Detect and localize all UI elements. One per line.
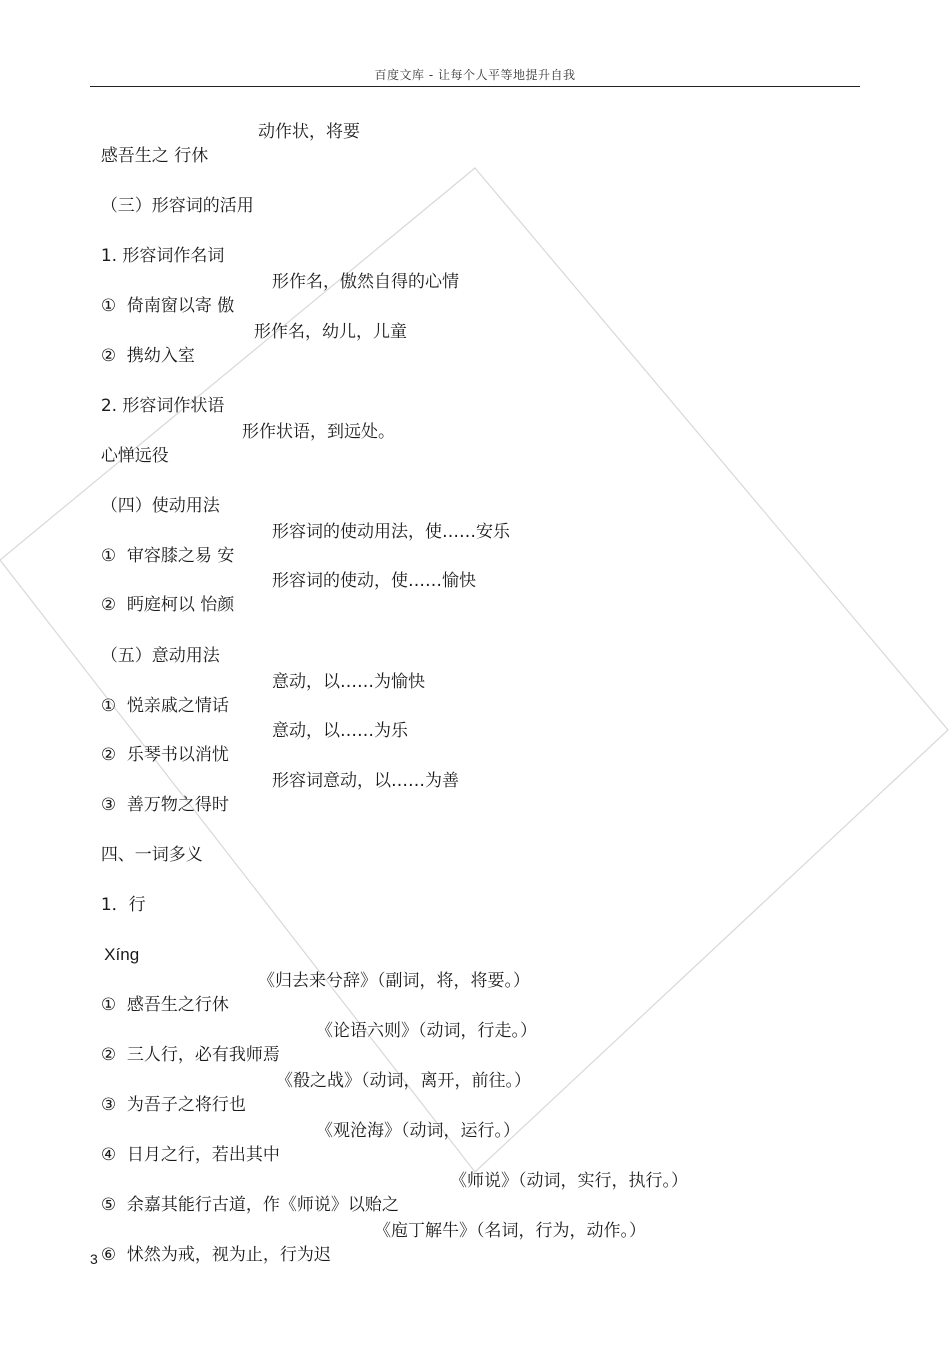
page-number: 3 — [90, 1251, 98, 1267]
line-text: ④ 日月之行，若出其中 — [100, 1145, 280, 1165]
line-note: 《师说》（动词，实行，执行。） — [450, 1171, 688, 1191]
subsection-heading — [90, 869, 146, 917]
line-text: ① 感吾生之行休 — [100, 995, 229, 1015]
subsection-heading — [90, 220, 224, 268]
line-text: ③ 为吾子之将行也 — [100, 1095, 246, 1115]
line-note: 《论语六则》（动词，行走。） — [316, 1021, 537, 1041]
line-text: ① 倚南窗以寄 傲 — [100, 296, 235, 316]
line-note: 《庖丁解牛》（名词，行为，动作。） — [374, 1221, 646, 1241]
line-text: ② 三人行，必有我师焉 — [100, 1045, 280, 1065]
line-text: ⑥ 怵然为戒，视为止，行为迟 — [100, 1245, 331, 1265]
line-note: 《归去来兮辞》（副词，将，将要。） — [258, 971, 530, 991]
pinyin-line — [90, 919, 139, 967]
line-note: 动作状，将要 — [258, 122, 360, 142]
line-note: 形作名，傲然自得的心情 — [272, 272, 459, 292]
line-text: 1. 形容词作名词 — [100, 246, 225, 266]
subsection-heading — [90, 370, 224, 418]
line-note: 形作状语，到远处。 — [242, 422, 395, 442]
line-text: ② 眄庭柯以 怡颜 — [100, 595, 235, 615]
line-note: 意动，以……为愉快 — [272, 672, 425, 692]
text-line — [90, 1219, 646, 1291]
line-note: 形容词的使动，使……愉快 — [272, 571, 476, 591]
line-text: ⑤ 余嘉其能行古道，作《师说》以贻之 — [100, 1195, 399, 1215]
section-heading — [90, 170, 254, 218]
line-note: 形容词的使动用法，使……安乐 — [272, 522, 510, 542]
line-text: ① 悦亲戚之情话 — [100, 696, 229, 716]
line-text: 1．行 — [100, 895, 146, 915]
line-text: （三）形容词的活用 — [100, 196, 254, 216]
line-text: ① 审容膝之易 安 — [100, 546, 235, 566]
line-text: 四、一词多义 — [100, 845, 203, 865]
section-heading — [90, 470, 220, 518]
line-note: 形容词意动，以……为善 — [272, 771, 459, 791]
line-text: ② 乐琴书以消忧 — [100, 745, 229, 765]
line-text: （五）意动用法 — [100, 646, 220, 666]
line-text: 2. 形容词作状语 — [100, 396, 225, 416]
section-heading — [90, 620, 220, 668]
line-text: ③ 善万物之得时 — [100, 795, 229, 815]
page-header: 百度文库 - 让每个人平等地提升自我 — [374, 68, 576, 82]
line-note: 意动，以……为乐 — [272, 721, 408, 741]
header-divider — [90, 86, 860, 87]
line-note: 《殽之战》（动词，离开，前往。） — [276, 1071, 531, 1091]
line-text: 心惮远役 — [100, 446, 169, 466]
pinyin-text: Xíng — [99, 945, 140, 964]
line-text: （四）使动用法 — [100, 496, 220, 516]
line-text: ② 携幼入室 — [100, 346, 195, 366]
line-note: 《观沧海》（动词，运行。） — [316, 1121, 520, 1141]
section-heading — [90, 819, 203, 867]
line-note: 形作名，幼儿，儿童 — [254, 322, 407, 342]
line-text: 感吾生之 行休 — [100, 146, 209, 166]
